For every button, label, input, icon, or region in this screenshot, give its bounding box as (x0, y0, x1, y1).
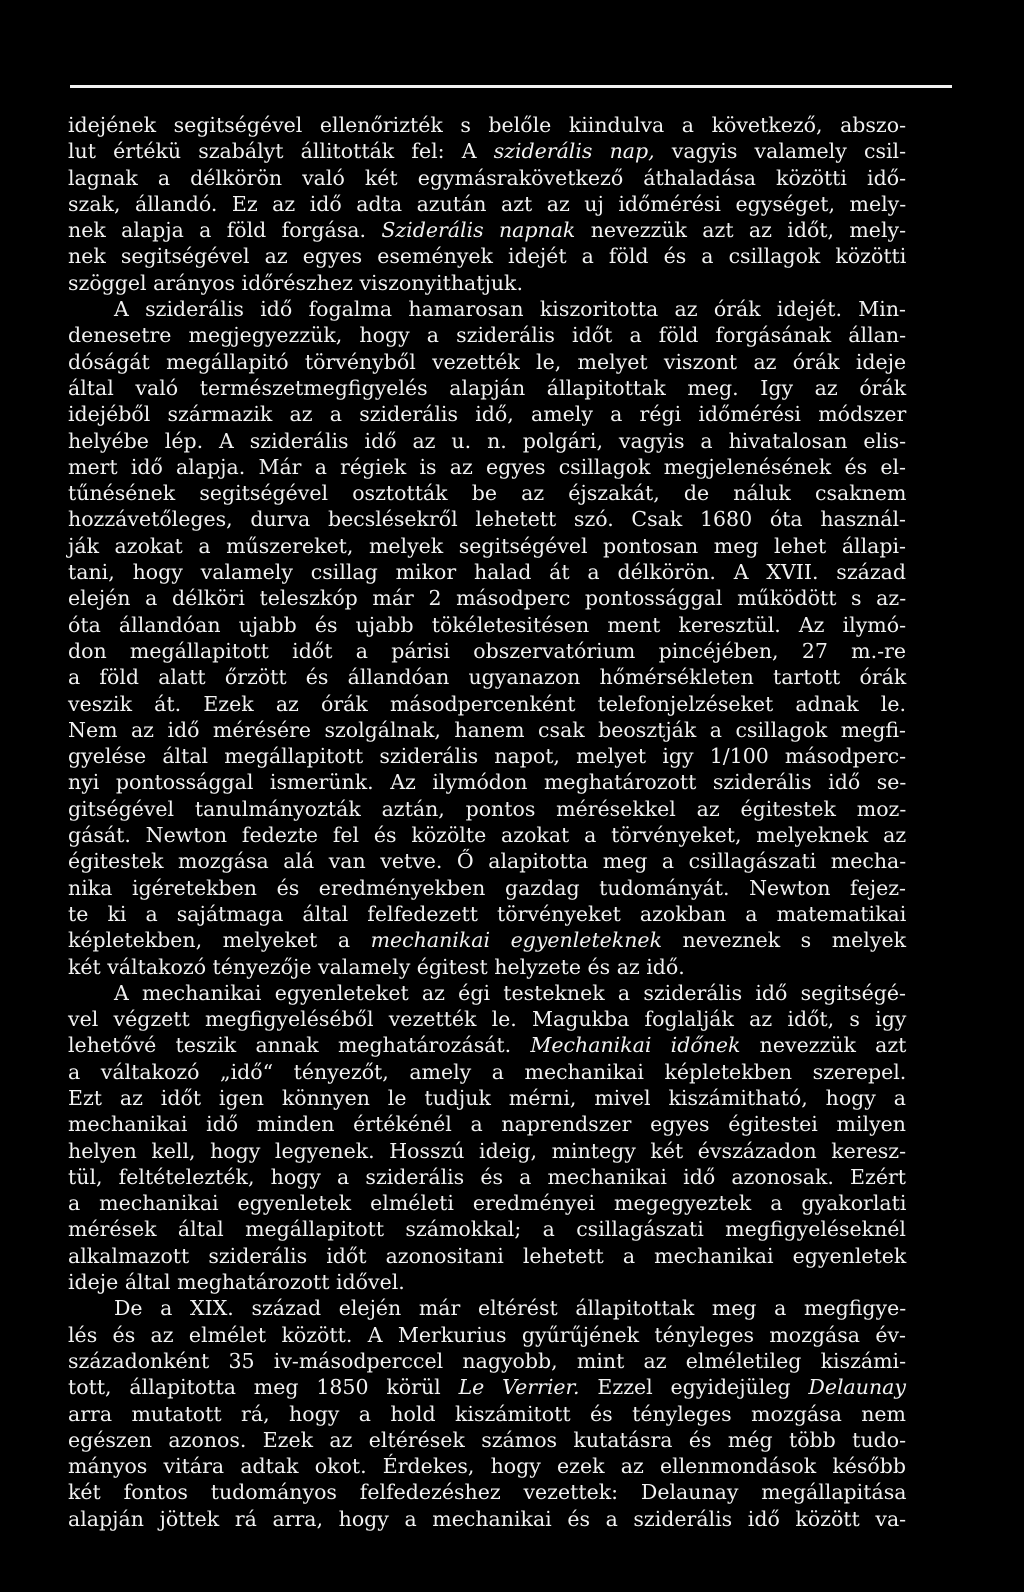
text-line (68, 1243, 906, 1269)
text-line (68, 349, 906, 375)
text-line (68, 1401, 906, 1427)
text-line (68, 217, 906, 243)
text-line (68, 296, 906, 322)
text-line (68, 1032, 906, 1058)
text-line (68, 822, 906, 848)
text-line (68, 612, 906, 638)
text-segment: vel végzett megfigyeléséből vezették le. Magukba foglalják az időt, s igy (68, 1007, 907, 1032)
text-segment: gitségével tanulmányozták aztán, pontos mérésekkel az égitestek moz- (68, 796, 907, 821)
text-segment: nevezzük azt (740, 1033, 907, 1058)
text-line (68, 506, 906, 532)
text-line (68, 1322, 906, 1348)
text-line (68, 796, 906, 822)
text-line (68, 1479, 906, 1505)
text-line (68, 243, 906, 269)
text-segment: mechanikai idő minden értékénél a naprendszer egyes égitestei milyen (68, 1112, 906, 1137)
emphasis-term: Mechanikai időnek (530, 1033, 741, 1058)
text-segment: mányos vitára adtak okot. Érdekes, hogy ezek az ellenmondások később (68, 1454, 906, 1479)
text-segment: ideje által meghatározott idővel. (68, 1270, 405, 1295)
text-segment: alapján jöttek rá arra, hogy a mechanikai és a sziderális idő között va- (68, 1506, 907, 1531)
text-segment: szak, állandó. Ez az idő adta azután azt az uj időmérési egységet, mely- (68, 191, 907, 216)
text-segment: tül, feltételezték, hogy a sziderális és a mechanikai idő azonosak. Ezért (68, 1164, 906, 1189)
text-line (68, 1006, 906, 1032)
text-segment: nek alapja a föld forgása. (68, 218, 382, 243)
text-line (68, 717, 906, 743)
emphasis-term: Le Verrier. (458, 1375, 580, 1400)
text-line (68, 1374, 906, 1400)
text-line (68, 1427, 906, 1453)
text-segment: gását. Newton fedezte fel és közölte azokat a törvényeket, melyeknek az (68, 823, 907, 848)
text-segment: égitestek mozgása alá van vetve. Ő alapitotta meg a csillagászati mecha- (68, 849, 907, 874)
text-segment: óta állandóan ujabb és ujabb tökéletesitésen ment keresztül. Az ilymó- (68, 612, 906, 637)
text-line (68, 1190, 906, 1216)
text-segment: mert idő alapja. Már a régiek is az egyes csillagok megjelenésének és el- (68, 454, 906, 479)
text-line (68, 138, 906, 164)
text-segment: tűnésének segitségével osztották be az éjszakát, de náluk csaknem (68, 481, 907, 506)
text-line (68, 533, 906, 559)
text-line (68, 165, 906, 191)
text-segment: helyen kell, hogy legyenek. Hosszú ideig, mintegy két évszázadon keresz- (68, 1138, 906, 1163)
text-segment: mérések által megállapitott számokkal; a csillagászati megfigyeléseknél (68, 1217, 906, 1242)
text-segment: idejének segitségével ellenőrizték s belőle kiindulva a következő, abszo- (68, 113, 906, 137)
text-line (68, 585, 906, 611)
text-segment: századonként 35 iv-másodperccel nagyobb, mint az elméletileg kiszámi- (68, 1348, 907, 1373)
text-line (68, 401, 906, 427)
text-segment: A sziderális idő fogalma hamarosan kiszoritotta az órák idejét. Min- (114, 297, 906, 322)
text-segment: Ezt az időt igen könnyen le tudjuk mérni, mivel kiszámitható, hogy a (68, 1085, 906, 1110)
emphasis-term: mechanikai egyenleteknek (370, 928, 662, 953)
text-segment: A mechanikai egyenleteket az égi testeknek a sziderális idő segitségé- (114, 980, 906, 1005)
text-segment: De a XIX. század elején már eltérést állapitottak meg a megfigye- (114, 1296, 907, 1321)
text-segment: helyébe lép. A sziderális idő az u. n. polgári, vagyis a hivatalosan elis- (68, 428, 907, 453)
text-segment: hozzávetőleges, durva becslésekről lehetett szó. Csak 1680 óta használ- (68, 507, 906, 532)
text-segment: nyi pontossággal ismerünk. Az ilymódon meghatározott sziderális idő se- (68, 770, 907, 795)
text-segment: alkalmazott sziderális időt azonositani lehetett a mechanikai egyenletek (68, 1243, 907, 1268)
text-line (68, 901, 906, 927)
text-segment: a mechanikai egyenletek elméleti eredményei megegyeztek a gyakorlati (68, 1191, 907, 1216)
text-line (68, 1506, 906, 1532)
text-segment: gyelése által megállapitott sziderális napot, melyet igy 1/100 másodperc- (68, 744, 907, 769)
text-segment: dóságát megállapitó törvényből vezették le, melyet viszont az órák ideje (68, 349, 907, 374)
text-segment: a váltakozó „idő“ tényezőt, amely a mechanikai képletekben szerepel. (68, 1059, 907, 1084)
text-line (68, 1085, 906, 1111)
text-line (68, 664, 906, 690)
text-line (68, 191, 906, 217)
text-line (68, 743, 906, 769)
text-segment: nevezzük azt az időt, mely- (575, 218, 907, 243)
text-segment: lehetővé teszik annak meghatározását. (68, 1033, 531, 1058)
text-segment: ják azokat a műszereket, melyek segitségével pontosan meg lehet állapi- (68, 533, 906, 558)
text-segment: Ezzel egyidejüleg (579, 1375, 809, 1400)
emphasis-term: Sziderális napnak (381, 218, 576, 243)
text-line (68, 559, 906, 585)
text-segment: neveznek s melyek (662, 928, 906, 953)
text-segment: nek segitségével az egyes események idejét a föld és a csillagok közötti (68, 244, 907, 269)
text-segment: nika igéretekben és eredményekben gazdag tudományát. Newton fejez- (68, 875, 906, 900)
emphasis-term: Delaunay (808, 1375, 906, 1400)
text-segment: arra mutatott rá, hogy a hold kiszámitott és tényleges mozgása nem (68, 1401, 906, 1426)
text-segment: te ki a sajátmaga által felfedezett törvényeket azokban a matematikai (68, 901, 907, 926)
text-segment: idejéből származik az a sziderális idő, amely a régi időmérési módszer (68, 402, 907, 427)
text-line (68, 980, 906, 1006)
text-segment: szöggel arányos időrészhez viszonyithatjuk. (68, 270, 523, 295)
text-line (68, 1269, 906, 1295)
text-segment: denesetre megjegyezzük, hogy a sziderális időt a föld forgásának állan- (68, 323, 906, 348)
text-line (68, 638, 906, 664)
text-segment: Nem az idő mérésére szolgálnak, hanem csak beosztják a csillagok megfi- (68, 717, 906, 742)
text-segment: don megállapitott időt a párisi obszervatórium pincéjében, 27 m.-re (68, 638, 906, 663)
text-line (68, 428, 906, 454)
text-segment: képletekben, melyeket a (68, 928, 371, 953)
text-segment: lagnak a délkörön való két egymásrakövetkező áthaladása közötti idő- (68, 165, 906, 190)
text-segment: tani, hogy valamely csillag mikor halad át a délkörön. A XVII. század (68, 560, 906, 585)
text-line (68, 1348, 906, 1374)
text-line (68, 848, 906, 874)
text-segment: lés és az elmélet között. A Merkurius gyűrűjének tényleges mozgása év- (68, 1322, 906, 1347)
text-segment: két váltakozó tényezője valamely égitest helyzete és az idő. (68, 954, 685, 979)
body-text (68, 112, 906, 1532)
header-rule (70, 85, 952, 88)
text-line (68, 270, 906, 296)
emphasis-term: sziderális nap, (493, 139, 655, 164)
text-line (68, 769, 906, 795)
text-segment: által való természetmegfigyelés alapján állapitottak meg. Igy az órák (68, 375, 907, 400)
text-line (68, 1453, 906, 1479)
text-line (68, 480, 906, 506)
text-line (68, 1138, 906, 1164)
text-line (68, 1111, 906, 1137)
text-segment: két fontos tudományos felfedezéshez vezettek: Delaunay megállapitása (68, 1480, 907, 1505)
text-line (68, 112, 906, 138)
text-segment: elején a délköri teleszkóp már 2 másodperc pontossággal működött s az- (68, 586, 907, 611)
text-line (68, 454, 906, 480)
text-line (68, 322, 906, 348)
text-segment: a föld alatt őrzött és állandóan ugyanazon hőmérsékleten tartott órák (68, 665, 907, 690)
text-line (68, 691, 906, 717)
text-segment: egészen azonos. Ezek az eltérések számos kutatásra és még több tudo- (68, 1427, 906, 1452)
text-line (68, 875, 906, 901)
text-line (68, 1295, 906, 1321)
text-line (68, 927, 906, 953)
text-line (68, 1059, 906, 1085)
text-segment: vagyis valamely csil- (654, 139, 907, 164)
text-line (68, 375, 906, 401)
text-segment: lut értékü szabályt állitották fel: A (68, 139, 494, 164)
text-line (68, 1164, 906, 1190)
text-segment: tott, állapitotta meg 1850 körül (68, 1375, 459, 1400)
text-segment: veszik át. Ezek az órák másodpercenként telefonjelzéseket adnak le. (68, 691, 906, 716)
text-line (68, 1216, 906, 1242)
text-line (68, 954, 906, 980)
